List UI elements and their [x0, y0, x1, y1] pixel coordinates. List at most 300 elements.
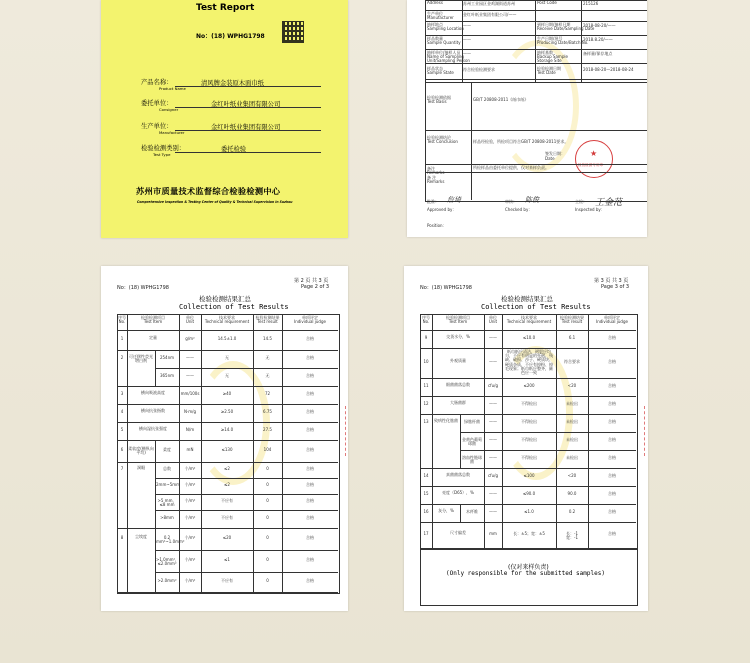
cover-field-label-en: Manufacturer: [159, 130, 185, 135]
cover-field-label: 委托单位：: [141, 100, 173, 107]
row-result: 0: [266, 466, 269, 471]
row-result: 0: [266, 535, 269, 540]
info-row-right-value: 备样量/保存地点: [583, 51, 613, 56]
info-row-right-label: 到样日期/抽样日期 Receive Date/Sampling Date: [537, 22, 595, 32]
row-requirement: 不应有: [221, 578, 233, 583]
row-sub-item: >2.0mm²: [157, 578, 177, 583]
row-unit: ——: [489, 437, 497, 442]
row-result: 无: [265, 373, 270, 378]
row-judge: 合格: [306, 515, 314, 520]
row-unit: ——: [489, 455, 497, 460]
row-result: 0: [266, 482, 269, 487]
row-number: 11: [423, 383, 429, 388]
row-unit: N/m: [185, 427, 195, 432]
row-item: 尘埃度: [135, 534, 147, 539]
info-row-value: ——: [463, 23, 471, 28]
row-divider: [420, 468, 636, 469]
info-row-right-label: 抽样基数 Backup Sample Storage Site: [537, 50, 568, 64]
row-requirement: 长：±5；宽：±5: [513, 531, 545, 536]
sub-column-divider: [155, 510, 156, 528]
row-divider: [460, 450, 636, 451]
row-item: 亮度（D65），%: [442, 490, 474, 495]
row-divider: [420, 396, 636, 397]
cover-field-label: 生产单位：: [141, 123, 173, 130]
remarks-label-2: 备 注 Remarks: [427, 175, 445, 185]
row-requirement: 不得检出: [521, 455, 537, 460]
row-result: 无: [265, 355, 270, 360]
table-header-cell: 单位 Unit: [185, 315, 195, 325]
sub-column-divider: [155, 478, 156, 494]
column-divider: [201, 314, 202, 592]
row-number: 2: [120, 355, 124, 360]
row-unit: cfu/g: [487, 383, 499, 388]
cover-field-value: 金红叶纸业集团有限公司: [211, 124, 281, 131]
table-header-cell: 检验检测项目 Test Item: [446, 315, 470, 325]
info-row-value: ——: [463, 51, 471, 56]
page2-title-en: Collection of Test Results: [179, 303, 289, 311]
row-number: 15: [423, 491, 429, 496]
row-divider: [420, 486, 636, 487]
row-result: 14.5: [263, 336, 272, 341]
row-requirement: ≤200: [523, 383, 535, 388]
info-row-value: ——: [463, 37, 471, 42]
row-divider: [420, 414, 636, 415]
row-number: 9: [424, 335, 428, 340]
cover-field-underline: [175, 130, 321, 131]
table-header-cell: 技术要求 Technical requirement: [204, 315, 250, 325]
row-unit: 个/m²: [184, 466, 196, 471]
footer-note-en: (Only responsible for the submitted samples): [446, 570, 605, 577]
sign-label-en: Approved by：: [427, 207, 457, 212]
basis-label: 检验检测依据 Test Basis: [427, 95, 451, 105]
info-row-value: 金红叶纸业集团有限公司/——: [463, 12, 517, 17]
info-row-divider: [425, 10, 647, 11]
row-number: 16: [423, 509, 429, 514]
row-result: 未检出: [566, 437, 578, 442]
row-result: 90.0: [567, 491, 577, 496]
row-requirement: ≤10.0: [522, 335, 536, 340]
info-row-label: Address: [427, 0, 443, 5]
sub-column-divider: [460, 414, 461, 432]
row-item: 交货水分，%: [446, 334, 470, 339]
row-item: 大肠菌群: [450, 400, 466, 405]
table-header-cell: 检验检测结果 Test result: [255, 315, 280, 325]
row-requirement: 纸巾纸应清洁，褶裂应均匀，不应有明显的死褶、残缺、破损、沙子、硬质块、硬质杂质，不应有掉粉、掉毛现象；纸巾纸应整齐，颜色应一致: [505, 349, 553, 375]
row-divider: [420, 522, 636, 523]
row-result: 未检出: [566, 419, 578, 424]
row-result: 104: [263, 447, 272, 452]
row-sub-item: 金黄色葡萄球菌: [462, 437, 482, 447]
row-unit: mm: [489, 531, 497, 536]
table-header-cell: 检验检测项目 Test Item: [141, 315, 165, 325]
row-judge: 合格: [608, 531, 616, 536]
row-requirement: ≤1.0: [524, 509, 534, 514]
position-label: Position：: [427, 223, 447, 228]
cover-title: Test Report: [196, 3, 255, 13]
row-unit: mm/100s: [180, 391, 200, 396]
row-requirement: 不得检出: [521, 401, 537, 406]
row-judge: 合格: [608, 335, 616, 340]
row-divider: [155, 550, 338, 551]
table-header-divider: [117, 330, 338, 331]
row-unit: 个/m²: [184, 557, 196, 562]
row-number: 10: [423, 359, 429, 364]
row-sub-item: >5 mm，≤8 mm: [157, 498, 177, 508]
page3-page-cn: 第 3 页 共 3 页: [594, 278, 629, 284]
column-divider: [253, 314, 254, 592]
cover-field-value: 委托检验: [221, 146, 247, 153]
row-item: 尺寸偏差: [450, 530, 466, 535]
row-number: 4: [120, 409, 124, 414]
row-unit: 个/m²: [184, 482, 196, 487]
row-item: 柔软度(横纵向平均): [128, 446, 154, 456]
row-requirement: 无: [225, 373, 229, 378]
page3-report-no: No：(18) WPHG1798: [420, 285, 472, 291]
row-divider: [117, 440, 338, 441]
row-judge: 合格: [306, 336, 314, 341]
row-number: 13: [423, 419, 429, 424]
row-number: 12: [423, 401, 429, 406]
row-judge: 合格: [306, 427, 314, 432]
info-row-divider: [425, 21, 647, 22]
row-result: 未检出: [566, 401, 578, 406]
row-requirement: 不应有: [221, 498, 233, 503]
table-header-cell: 技术要求 Technical requirement: [506, 315, 552, 325]
row-judge: 合格: [306, 498, 314, 503]
row-unit: cfu/g: [487, 473, 499, 478]
row-requirement: 14.5±1.0: [217, 336, 237, 341]
row-requirement: ≤90.0: [522, 491, 536, 496]
cover-field-underline: [175, 152, 321, 153]
row-item: 横向抗张指数: [141, 408, 165, 413]
qr-code-icon: [282, 21, 304, 43]
row-judge: 合格: [306, 466, 314, 471]
row-result: 0: [266, 578, 269, 583]
table-header-cell: 序号 No.: [118, 315, 126, 325]
info-row-label: 生产单位 Manufacturer: [427, 11, 454, 21]
row-result: <20: [567, 383, 577, 388]
row-number: 3: [120, 391, 124, 396]
handwritten-signature: 陈俊: [525, 196, 539, 204]
column-divider: [556, 314, 557, 548]
row-sub-item: >8mm: [160, 515, 174, 520]
info-row-label: 样品数量 Sample Quantity: [427, 36, 461, 46]
row-item: 细菌菌落总数: [446, 382, 470, 387]
page3-page-en: Page 3 of 3: [601, 284, 630, 290]
row-judge: 合格: [306, 373, 314, 378]
row-result: 0.2: [568, 509, 576, 514]
row-divider: [117, 350, 338, 351]
info-row-right-value: 2018.8.20/——: [583, 37, 613, 42]
page2-title-cn: 检验检测结果汇总: [199, 295, 251, 303]
row-unit: ——: [489, 335, 497, 340]
row-item: 横向吸液高度: [141, 390, 165, 395]
stamp-star-icon: ★: [590, 149, 598, 158]
row-item: 可迁移性荧光增白剂: [129, 354, 153, 364]
row-divider: [155, 478, 338, 479]
column-divider: [484, 314, 485, 548]
cover-field-label: 产品名称：: [141, 79, 173, 86]
page2-report-no: No：(18) WPHG1798: [117, 285, 169, 291]
row-unit: ——: [186, 355, 194, 360]
basis-value: GB/T 20808-2011《纸巾纸》: [473, 97, 529, 102]
row-result: 27.5: [263, 427, 272, 432]
results-table-page-2: [117, 314, 338, 597]
row-sub-item: 木纤维: [466, 509, 478, 514]
column-divider: [432, 314, 433, 548]
cover-field-label-en: Consigner: [159, 107, 179, 112]
row-requirement: ≥2.50: [220, 409, 234, 414]
row-item: 外观质量: [450, 358, 466, 363]
row-requirement: ≥40: [222, 391, 232, 396]
row-result: 0: [266, 498, 269, 503]
row-number: 14: [423, 473, 429, 478]
report-page-3: [404, 266, 648, 611]
row-item: 定量: [149, 335, 157, 340]
row-number: 7: [120, 466, 124, 471]
remarks-value: 所检样品由委托单位提供，仅对来样负责。: [473, 165, 549, 170]
sign-label-en: Checked by：: [505, 207, 533, 212]
row-divider: [117, 528, 338, 529]
row-judge: 合格: [608, 509, 616, 514]
sub-column-divider: [155, 494, 156, 510]
row-unit: N·m/g: [183, 409, 197, 414]
report-cover: [101, 0, 348, 238]
info-col-divider: [535, 0, 536, 82]
sub-column-divider: [155, 550, 156, 572]
row-result: 6.1: [568, 335, 576, 340]
page2-page-cn: 第 2 页 共 3 页: [294, 278, 329, 284]
row-divider: [155, 572, 338, 573]
row-unit: 个/m²: [184, 498, 196, 503]
row-result: <20: [567, 473, 577, 478]
row-judge: 合格: [608, 401, 616, 406]
stamp-text: 检验检测专用章: [578, 163, 604, 167]
info-col-divider: [462, 0, 463, 82]
row-divider: [460, 432, 636, 433]
report-page-2: [101, 266, 348, 611]
row-judge: 合格: [608, 455, 616, 460]
row-unit: g/m²: [185, 336, 195, 341]
row-sub-item: 365nm: [159, 373, 175, 378]
row-result: 未检出: [566, 455, 578, 460]
row-result: 72: [264, 391, 271, 396]
issue-date-label: 签发日期：: [545, 151, 565, 156]
row-requirement: ≤1: [224, 557, 230, 562]
info-col-divider: [581, 0, 582, 82]
side-stamp-mark: [345, 406, 348, 456]
row-requirement: ≤2: [224, 482, 230, 487]
cover-report-no: No：(18) WPHG1798: [196, 33, 265, 40]
row-requirement: 不得检出: [521, 419, 537, 424]
row-result: 符合要求: [564, 359, 580, 364]
cover-field-label-en: Product Name: [159, 86, 186, 91]
info-row-right-value: 2018-08-20/——: [583, 23, 616, 28]
info-row-right-value: 2018-08-20—2018-08-24: [583, 67, 634, 72]
column-divider: [502, 314, 503, 548]
row-unit: 个/m²: [184, 578, 196, 583]
report-info-page: [407, 0, 647, 237]
column-divider: [127, 314, 128, 592]
table-header-cell: 单位 Unit: [488, 315, 498, 325]
table-header-cell: 序号 No.: [422, 315, 430, 325]
remarks-label: 备注 Remarks: [427, 166, 445, 176]
row-sub-item: 2mm~5mm: [156, 482, 181, 487]
cover-field-underline: [175, 107, 321, 108]
row-result: 0: [266, 557, 269, 562]
row-divider: [155, 510, 338, 511]
cover-field-label-en: Test Type: [153, 152, 171, 157]
row-unit: ——: [489, 419, 497, 424]
row-judge: 合格: [306, 447, 314, 452]
row-judge: 合格: [608, 437, 616, 442]
sign-label: 审核：: [505, 199, 517, 204]
sub-column-divider: [460, 450, 461, 468]
row-sub-item: 总数: [163, 466, 171, 471]
row-number: 8: [120, 535, 124, 540]
row-requirement: 不应有: [221, 515, 233, 520]
row-judge: 合格: [306, 557, 314, 562]
row-sub-item: >1.0mm²，≤2.0mm²: [156, 557, 180, 567]
info-row-right-label: 检验检测日期 Test Date: [537, 66, 561, 76]
table-header-cell: 单项评定 Individual judge: [596, 315, 628, 325]
row-requirement: ≥14.0: [220, 427, 234, 432]
info-row-divider: [425, 63, 647, 64]
info-row-label: 抽样地点 Sampling Location: [427, 22, 464, 32]
info-row-value: 苏州工业园区金鸡湖街道苏州: [463, 1, 515, 6]
row-unit: ——: [186, 373, 194, 378]
row-requirement: ≤2: [224, 466, 230, 471]
row-divider: [420, 378, 636, 379]
row-result: 0: [266, 515, 269, 520]
sub-column-divider: [155, 350, 156, 368]
row-judge: 合格: [306, 535, 314, 540]
handwritten-signature: 詹琦: [447, 196, 461, 204]
row-unit: mN: [186, 447, 194, 452]
row-judge: 合格: [608, 359, 616, 364]
sub-column-divider: [155, 368, 156, 386]
row-judge: 合格: [306, 578, 314, 583]
row-judge: 合格: [608, 419, 616, 424]
cover-org-cn: 苏州市质量技术监督综合检验检测中心: [136, 186, 281, 196]
sub-column-divider: [155, 572, 156, 592]
row-divider: [117, 462, 338, 463]
handwritten-signature: 王金范: [595, 198, 623, 208]
table-header-cell: 单项评定 Individual judge: [294, 315, 326, 325]
row-divider: [155, 494, 338, 495]
cover-field-label: 检验检测类别：: [141, 145, 186, 152]
blank-area: [420, 548, 638, 606]
row-divider: [117, 404, 338, 405]
sign-label: 批准：: [427, 199, 439, 204]
row-divider: [420, 504, 636, 505]
row-item: 洞眼: [137, 465, 145, 470]
info-row-right-value: 215126: [583, 1, 599, 6]
row-unit: ——: [489, 401, 497, 406]
row-judge: 合格: [306, 355, 314, 360]
table-header-cell: 检验检测结果 Test result: [560, 315, 584, 325]
row-item: 致病性化脓菌: [434, 418, 458, 423]
row-divider: [117, 422, 338, 423]
cover-field-value: 清风牌金装原木面巾纸: [201, 80, 264, 87]
row-unit: 个/m²: [184, 515, 196, 520]
cover-org-en: Comprehensive Inspection & Testing Center of Quality & Technical Supervision in Suzhou: [137, 200, 293, 204]
row-requirement: ≤20: [222, 535, 232, 540]
column-divider: [282, 314, 283, 592]
row-unit: ——: [489, 509, 497, 514]
page2-page-en: Page 2 of 3: [301, 284, 330, 290]
row-judge: 合格: [306, 482, 314, 487]
row-item: 灰分，%: [438, 508, 454, 513]
row-sub-item: 柔度: [163, 447, 171, 452]
row-requirement: 不得检出: [521, 437, 537, 442]
side-stamp-mark: [644, 406, 648, 456]
sign-label: 主检：: [575, 199, 587, 204]
footer-note-cn: (仅对来样负责): [508, 564, 549, 571]
row-requirement: ≤100: [523, 473, 535, 478]
row-number: 6: [120, 447, 124, 452]
row-divider: [117, 592, 338, 593]
row-sub-item: 绿脓杆菌: [464, 419, 480, 424]
row-sub-item: 254nm: [159, 355, 175, 360]
row-unit: ——: [489, 491, 497, 496]
row-requirement: 无: [225, 355, 229, 360]
sub-column-divider: [155, 440, 156, 462]
row-result: 长：-1 宽：-1: [566, 531, 578, 541]
row-item: 真菌菌落总数: [446, 472, 470, 477]
info-row-divider: [425, 35, 647, 36]
cover-field-underline: [175, 86, 321, 87]
issue-date-en: Date: [545, 156, 555, 161]
sign-label-en: Inspected by：: [575, 207, 605, 212]
row-item: 横向湿抗张强度: [139, 426, 167, 431]
results-table-page-3: [420, 314, 636, 604]
conclusion-label: 检验检测结论 Test Conclusion: [427, 135, 458, 145]
row-unit: ——: [489, 359, 497, 364]
table-header-divider: [420, 330, 636, 331]
info-row-right-label: Post Code: [537, 0, 557, 5]
row-divider: [155, 368, 338, 369]
page3-title-cn: 检验检测结果汇总: [501, 295, 553, 303]
sub-column-divider: [155, 462, 156, 478]
cover-field-value: 金红叶纸业集团有限公司: [211, 101, 281, 108]
column-divider: [179, 314, 180, 592]
row-judge: 合格: [608, 473, 616, 478]
info-row-value: 符合检验检测要求: [463, 67, 495, 72]
row-judge: 合格: [608, 491, 616, 496]
row-judge: 合格: [608, 383, 616, 388]
row-divider: [117, 386, 338, 387]
sub-column-divider: [460, 432, 461, 450]
sub-column-divider: [155, 528, 156, 550]
sub-column-divider: [460, 504, 461, 522]
row-judge: 合格: [306, 391, 314, 396]
row-judge: 合格: [306, 409, 314, 414]
info-row-label: 样品状态 Sample State: [427, 66, 454, 76]
row-number: 17: [423, 531, 429, 536]
row-sub-item: 0.2 mm²~1.0mm²: [156, 535, 185, 545]
row-number: 1: [120, 336, 124, 341]
info-row-right-label: 生产日期/批号 Producing Date/Batch No.: [537, 36, 589, 46]
conclusion-value: 样品经检验，所检项目符合GB/T 20808-2011要求。: [473, 139, 569, 144]
info-row-label: 抽样单位/抽样人员 Name of Sampling Unit/Sampling Person: [427, 50, 470, 64]
row-unit: 个/m²: [184, 535, 196, 540]
row-sub-item: 溶血性链球菌: [462, 455, 482, 465]
row-number: 5: [120, 427, 124, 432]
row-requirement: ≤130: [221, 447, 233, 452]
info-row-divider: [425, 79, 647, 80]
column-divider: [588, 314, 589, 548]
